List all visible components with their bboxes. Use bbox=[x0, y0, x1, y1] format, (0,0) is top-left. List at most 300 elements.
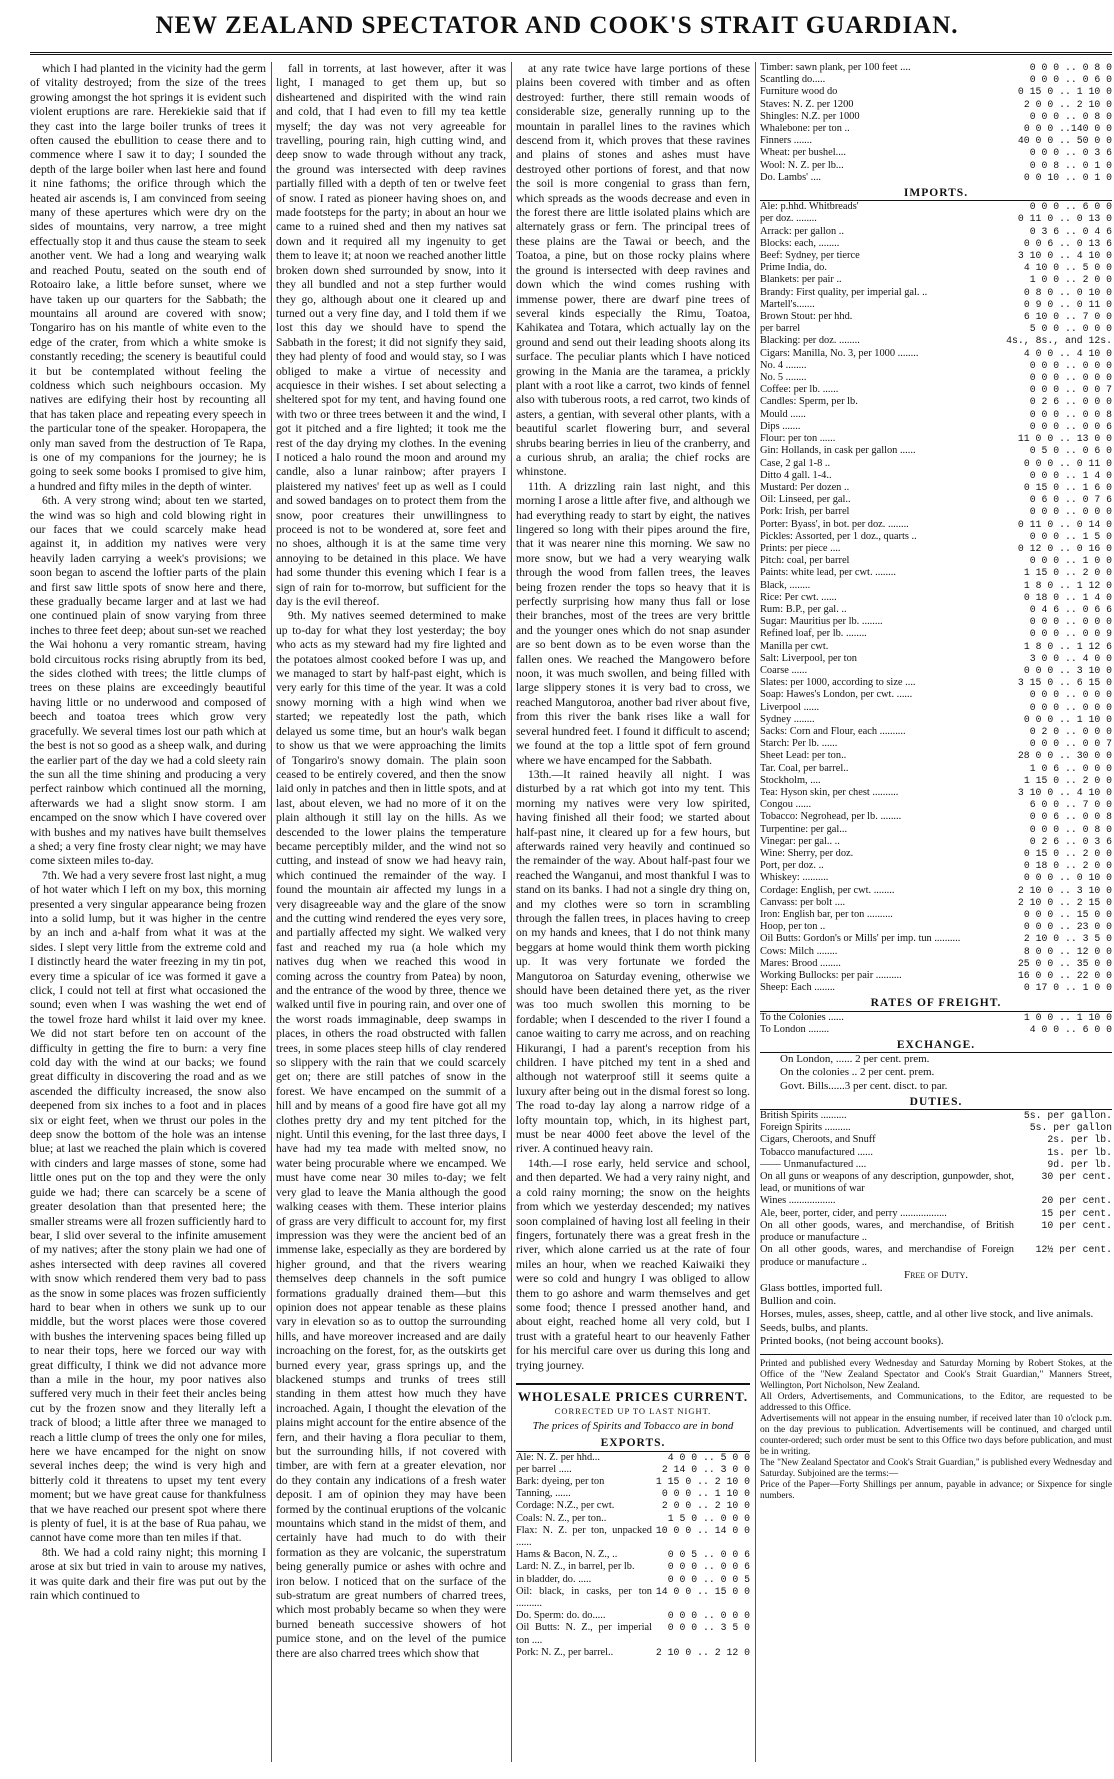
import-row bbox=[760, 628, 1112, 640]
imprint-line: Advertisements will not appear in the ensuing number, if received later than 10 o'clock p.m. on the day previous to publication. Advertisements will be continued, and charged until counter-ordered; such order must be sent to this Office two days before publication, and must be in writing. bbox=[760, 1413, 1112, 1457]
price-item: Scantling do..... bbox=[760, 74, 826, 86]
import-row bbox=[760, 921, 1112, 933]
export-row bbox=[516, 1476, 750, 1488]
price-item: Mustard: Per dozen .. bbox=[760, 481, 850, 493]
price-value: 0 2 6 .. 0 3 6 bbox=[1029, 835, 1112, 847]
paragraph: 13th.—It rained heavily all night. I was disturbed by a rat which got into my tent. This morning my natives were very low spirited, having finished all their food; we started about half-past nine, it cleared up for a few hours, but afterwards rained very heavily and continued so the remainder of the way. About half-past four we reached the Wanganui, and most thankful I was to stand on its banks. I had not a single dry thing on, and my clothes were so torn in scrambling through the fallen trees, in places having to creep on my hands and knees, that I do not think many beggars at home would think them worth picking up. It was very fortunate we forded the Mangutoroa on Saturday evening, otherwise we should have been detained there yet, as the river was too much swollen this morning to be fordable; when I descended to the river I found a canoe waiting to carry me across, and on reaching Hikurangi, I had a parent's reception from his children. I have pitched my tent in a shed and although not waterproof still it seems quite a luxury after being out in the dismal forest so long. The road to-day lay along a narrow ridge of a lofty mountain top, which, in its highest part, must be near 4000 feet above the level of the river. A continued heavy rain. bbox=[516, 767, 750, 1156]
price-value: 40 0 0 .. 50 0 0 bbox=[1017, 135, 1112, 147]
freight-table bbox=[760, 1012, 1112, 1036]
price-item: Pork: Irish, per barrel bbox=[760, 506, 850, 518]
export-row bbox=[516, 1500, 750, 1512]
price-value: 25 0 0 .. 35 0 0 bbox=[1017, 957, 1112, 969]
import-row bbox=[760, 677, 1112, 689]
price-item: Oil: black, in casks, per ton .......... bbox=[516, 1585, 652, 1610]
price-value: 0 0 10 .. 0 1 0 bbox=[1023, 171, 1112, 183]
paragraph: 14th.—I rose early, held service and school, and then departed. We had a very rainy night, and a cold rainy morning; the snow on the heights from which we yesterday descended; my natives soon complained of having lost all feeling in their fingers, fortunately there was a great fresh in the river, which alone carried us at the rate of four miles an hour, when we reached Kaiwaiki they were so cold and hungry I was obliged to allow them to go ashore and warm themselves and get some food; thence I pressed another hand, and about eight, reached home all very cold, but I trust with a grateful heart to our heavenly Father for his merciful care over us during this long and trying journey. bbox=[516, 1156, 750, 1372]
export-row bbox=[516, 1610, 750, 1622]
price-item: Congou ...... bbox=[760, 799, 812, 811]
free-item: Horses, mules, asses, sheep, cattle, and al other live stock, and live animals. bbox=[760, 1308, 1094, 1321]
price-value: 2 14 0 .. 3 0 0 bbox=[661, 1463, 750, 1475]
price-value: 0 17 0 .. 1 0 0 bbox=[1023, 982, 1112, 994]
export-row bbox=[760, 160, 1112, 172]
price-item: Wool: N. Z. per lb... bbox=[760, 159, 844, 171]
import-row bbox=[760, 335, 1112, 347]
imports-heading: IMPORTS. bbox=[760, 187, 1112, 201]
duty-row bbox=[760, 1110, 1112, 1122]
price-item: Oil Butts: N. Z., per imperial ton .... bbox=[516, 1622, 652, 1646]
price-value: 2 0 0 .. 2 10 0 bbox=[661, 1500, 750, 1512]
duties-heading: DUTIES. bbox=[760, 1096, 1112, 1110]
price-value: 1 5 0 .. 0 0 0 bbox=[667, 1512, 750, 1524]
price-item: No. 4 ........ bbox=[760, 359, 807, 371]
imprint-line: Printed and published every Wednesday and Saturday Morning by Robert Stokes, at the Office of the "New Zealand Spectator and Cook's Strait Guardian," Manners Street, Wellington, Port Nicholson, New Zealand. bbox=[760, 1358, 1112, 1391]
import-row bbox=[760, 872, 1112, 884]
price-item: Ale, beer, porter, cider, and perry .................. bbox=[760, 1207, 947, 1219]
price-value: 0 0 0 .. 0 0 0 bbox=[1029, 701, 1112, 713]
price-item: Sheet Lead: per ton.. bbox=[760, 750, 847, 762]
import-row bbox=[760, 689, 1112, 701]
price-item: —— Unmanufactured .... bbox=[760, 1158, 867, 1170]
export-row bbox=[516, 1647, 750, 1659]
price-item: Arrack: per gallon .. bbox=[760, 225, 844, 237]
price-item: Brandy: First quality, per imperial gal. .. bbox=[760, 286, 928, 298]
price-item: Oil Butts: Gordon's or Mills' per imp. tun .......... bbox=[760, 933, 961, 945]
price-value: 2 10 0 .. 2 15 0 bbox=[1017, 896, 1112, 908]
price-item: Flour: per ton ...... bbox=[760, 433, 836, 445]
import-row bbox=[760, 787, 1112, 799]
import-row bbox=[760, 653, 1112, 665]
price-value: 11 0 0 .. 13 0 0 bbox=[1017, 433, 1112, 445]
import-row bbox=[760, 665, 1112, 677]
price-item: Working Bullocks: per pair .......... bbox=[760, 970, 902, 982]
import-row bbox=[760, 848, 1112, 860]
export-row bbox=[516, 1549, 750, 1561]
import-row bbox=[760, 738, 1112, 750]
price-item: British Spirits .......... bbox=[760, 1110, 847, 1122]
price-value: 0 0 0 .. 0 0 0 bbox=[667, 1610, 750, 1622]
paragraph: 7th. We had a very severe frost last night, a mug of hot water which I left on my box, this morning presented a very singular appearance being frozen into a solid lump, but it was higher in the centre by an inch and a-half from what it was at the sides. I slept very little from the extreme cold and I distinctly heard the water freezing in my tin pot, every time a spicular of ice was formed it gave a click, I could not tell at first what occasioned the sound; even when I was washing the wet end of the towel froze hard whilst it laid over my knee. We did not start before ten on account of the difficulty in getting the fire to burn: a very fine cold day with the wind at our backs; we found great difficulty in discovering the road and as we ascended the difficulty increased, the snow also deepened from six inches to a foot and in places six or eight feet, when we thrust our poles in the deep snow the bottom of the hole was an intense blue; at last we reached the plain which is covered with cinders and large masses of stone, some had little ones put on the top and they were the only guide we had; there can scarcely be a scene of greater desolation than that presented here; the smaller streams were all frozen sufficiently hard to bear, I slid over several to the infinite amusement of my natives; after the stony plain we had one of ashes intersected with deep ravines all covered with snow which rendered them very bad to pass as the snow in some places was frozen sufficiently hard to bear when in others we sunk up to our middle, but the worst places were those covered with bushes the intervening spaces being filled up to near their tops, here we forced our way with great difficulty, I think we did not advance more than a mile in the hour, my poor natives also suffered very much in their feet their ancles being cut by the frozen snow and they literally left a track of blood; a little after three we managed to reach a little clump of trees the only one for miles, here we have encamped for the night on snow several inches deep; the wind is very high and bitterly cold it threatens to upset my tent every moment; but we have great cause for thankfulness that we have reached our present spot where there is plenty of fuel, it is at the base of Rua pahau, we cannot have come more than ten miles if that. bbox=[30, 868, 266, 1545]
import-row bbox=[760, 470, 1112, 482]
price-item: Rum: B.P., per gal. .. bbox=[760, 603, 847, 615]
import-row bbox=[760, 213, 1112, 225]
import-row bbox=[760, 226, 1112, 238]
price-value: 10 per cent. bbox=[1041, 1219, 1112, 1231]
price-item: Coals: N. Z., per ton.. bbox=[516, 1512, 607, 1524]
price-value: 0 0 0 .. 0 0 9 bbox=[1029, 628, 1112, 640]
price-item: Brown Stout: per hhd. bbox=[760, 311, 853, 323]
price-value: 4 0 0 .. 6 0 0 bbox=[1029, 1023, 1112, 1035]
price-value: 0 0 0 .. 3 10 0 bbox=[1023, 664, 1112, 676]
price-item: Foreign Spirits .......... bbox=[760, 1122, 851, 1134]
price-item: Porter: Byass', in bot. per doz. ........ bbox=[760, 518, 909, 530]
price-value: 0 0 0 .. 0 11 0 bbox=[1023, 457, 1112, 469]
export-row bbox=[516, 1513, 750, 1525]
article-column-1 bbox=[30, 62, 266, 1770]
price-value: 0 0 0 .. 6 0 0 bbox=[1029, 201, 1112, 213]
import-row bbox=[760, 763, 1112, 775]
price-item: Cordage: N.Z., per cwt. bbox=[516, 1500, 615, 1512]
price-value: 1 0 0 .. 2 0 0 bbox=[1029, 274, 1112, 286]
import-row bbox=[760, 799, 1112, 811]
price-item: Wine: Sherry, per doz. bbox=[760, 848, 854, 859]
import-row bbox=[760, 750, 1112, 762]
price-value: 4 10 0 .. 5 0 0 bbox=[1023, 262, 1112, 274]
price-item: Tobacco: Negrohead, per lb. ........ bbox=[760, 811, 902, 823]
price-value: 28 0 0 .. 30 0 0 bbox=[1017, 750, 1112, 762]
price-item: Furniture wood do bbox=[760, 86, 838, 98]
import-row bbox=[760, 714, 1112, 726]
import-row bbox=[760, 482, 1112, 494]
price-item: Tobacco manufactured ...... bbox=[760, 1146, 873, 1158]
price-value: 0 0 0 .. 1 4 0 bbox=[1029, 469, 1112, 481]
price-value: 0 0 0 .. 0 0 8 bbox=[1029, 408, 1112, 420]
price-item: Lard: N. Z., in barrel, per lb. bbox=[516, 1561, 635, 1573]
price-item: Cows: Milch ........ bbox=[760, 945, 838, 957]
price-value: 1 15 0 .. 2 0 0 bbox=[1023, 567, 1112, 579]
price-item: Coffee: per lb. ...... bbox=[760, 384, 839, 396]
price-item: Soap: Hawes's London, per cwt. ...... bbox=[760, 689, 913, 701]
import-row bbox=[760, 970, 1112, 982]
paragraph: 9th. My natives seemed determined to make up to-day for what they lost yesterday; the boy who acts as my steward had my fire lighted and the potatoes almost cooked before I was up, and we managed to start by half-past eight, which is very early for this time of the year. It was a cold snowy morning with a high wind when we started; we repeatedly lost the path, which delayed us some time, but an hour's walk began to show us that we were approaching the limits of Tongariro's snowy domain. The plain soon ceased to be entirely covered, and then the snow laid only in patches and then in little spots, and at last, about eleven, we had no more of it on the plain although it still lay on the hills. As we descended to the lower plains the temperature became perceptibly milder, and the wind not so cutting, and instead of snow we had heavy rain, which continued the remainder of the way. I found the mountain air affected my lungs in a very disagreeable way and the glare of the snow and the cutting wind rendered the eyes very sore, and partially affected my sight. We walked very fast and reached my rua (a hole which my natives dug when we reached this wood in coming across the country from Patea) by noon, and the entrance of the wood by three, thence we walked until five in pouring rain, and over one of the worst roads immaginable, deep swamps in places, in others the road obstructed with fallen trees, in some places steep hills of clay rendered so slippery with the rain that we could scarcely get on; there are still patches of snow in the forest. We have encamped on the summit of a hill and by means of a good fire have got all my clothes pretty dry and my tent pitched for the night. Until this evening, for the last three days, I have had my tea made with melted snow, no water being procurable where we encamped. We must have come near 30 miles to-day; we felt very glad to leave the Mania although the good walking ceases with them. These interior plains of grass are very difficult to account for, my first impression was they were the ancient bed of an immense lake, especially as they are bordered by higher ground, and that the rivers wearing themselves deep channels in the soft pumice formations gradually drained them—but this opinion does not appear tenable as these plains vary in elevation so as to outtop the surrounding hills, and have moreover increased and are daily incroaching on the forest, for, as the outskirts get burned every year, grass springs up, and the blackened stumps and trunks of trees still standing in them attest how much they have incroached. Again, I thought the elevation of the plains might account for the entire absence of the fern, and their having a flora peculiar to them, but the surrounding hills, if not covered with timber, are with fern at a greater elevation, nor do they contain any indications of a fresh water deposit. I am of opinion they may have been formed by the continual eruptions of the volcanic mountains which stand in the midst of them, and certainly have had much to do with their formation as they are volcanic, the superstratum being generally pumice or ashes with ochre and iron below. I noticed that on the surface of the sub-stratum are great numbers of charred trees, which most probably became so when they were burned beneath successive showers of hot pumice stone, and on the level of the pumice there are also charred trees which show that bbox=[276, 609, 506, 1660]
exchange-line: On London, ...... 2 per cent. prem. bbox=[780, 1053, 930, 1066]
price-value: 0 3 6 .. 0 4 6 bbox=[1029, 225, 1112, 237]
price-item: Beef: Sydney, per tierce bbox=[760, 250, 860, 262]
price-item: Do. Lambs' .... bbox=[760, 171, 822, 183]
import-row bbox=[760, 348, 1112, 360]
price-value: 0 0 0 .. 3 5 0 bbox=[667, 1622, 750, 1634]
price-value: 0 18 0 .. 1 4 0 bbox=[1023, 591, 1112, 603]
price-item: Port, per doz. .. bbox=[760, 860, 824, 872]
price-value: 10 0 0 .. 14 0 0 bbox=[655, 1524, 750, 1536]
duty-row bbox=[760, 1134, 1112, 1146]
paragraph: which I had planted in the vicinity had the germ of vitality destroyed; from the size of the trees growing amongst the hot springs it is evident such violent eruptions are rare. Herekiekie said that if they cast into the large boiler trunks of trees it often caused the ebullition to cease there and to commence where I saw it to day; I sounded the depth of the large boiler when last here and found it nine fathoms; the orifice through which the heated air ascends is, I am convinced from seeing many of these apertures which were dry on the sides of mountains, very narrow, a tree might effectually stop it and thus cause the steam to seek another vent. We had a long and wearying walk and reached Poutu, seated on the south end of Rotoairo lake, a little before sunset, where we have taken up our quarters for the Sabbath; the mountains all around are covered with snow; Tongariro has on his mantle of white even to the edge of the crater, from which a white smoke is constantly receding; the scenery is beautiful could it but be contemplated without feeling the coldness which such neighbours occasion. My natives are edifying their host by recounting all that has taken place and repeating every speech in the particular tone of the speaker. Horopapera, the only man saved from the destruction of Te Rapa, is one of my companions for the journey; he is going to seek some books I promised to give him, a hundred and fifty miles in the depth of winter. bbox=[30, 62, 266, 493]
duty-row bbox=[760, 1195, 1112, 1207]
price-item: Ale: N. Z. per hhd... bbox=[516, 1451, 600, 1463]
price-value: 0 0 5 .. 0 0 6 bbox=[667, 1549, 750, 1561]
price-value: 0 0 0 .. 0 0 0 bbox=[1029, 506, 1112, 518]
free-item: Glass bottles, imported full. bbox=[760, 1281, 883, 1294]
price-item: Ale: p.hhd. Whitbreads' bbox=[760, 201, 859, 213]
export-row bbox=[516, 1561, 750, 1573]
price-item: Oil: Linseed, per gal.. bbox=[760, 494, 851, 506]
price-item: Slates: per 1000, according to size .... bbox=[760, 677, 916, 689]
price-item: Blacking: per doz. ........ bbox=[760, 335, 860, 347]
price-item: per barrel bbox=[760, 323, 801, 335]
price-item: Tar. Coal, per barrel.. bbox=[760, 762, 849, 774]
price-item: Paints: white lead, per cwt. ........ bbox=[760, 567, 896, 579]
price-item: Tea: Hyson skin, per chest .......... bbox=[760, 786, 899, 798]
imprint-line: All Orders, Advertisements, and Communications, to the Editor, are requested to be addressed to this Office. bbox=[760, 1391, 1112, 1413]
price-item: Bark: dyeing, per ton bbox=[516, 1476, 605, 1487]
timber-table bbox=[760, 62, 1112, 184]
import-row bbox=[760, 543, 1112, 555]
prices-title: WHOLESALE PRICES CURRENT. bbox=[517, 1388, 749, 1404]
export-row bbox=[516, 1525, 750, 1549]
import-row bbox=[760, 458, 1112, 470]
freight-row bbox=[760, 1024, 1112, 1036]
price-item: Dips ....... bbox=[760, 420, 801, 432]
price-value: 0 0 6 .. 0 0 8 bbox=[1029, 811, 1112, 823]
masthead-rule bbox=[30, 52, 1112, 55]
free-item: Printed books, (not being account books). bbox=[760, 1334, 944, 1347]
import-row bbox=[760, 885, 1112, 897]
price-value: 0 0 0 .. 0 10 0 bbox=[1023, 872, 1112, 884]
imprint-line: Price of the Paper—Forty Shillings per annum, payable in advance; or Sixpence for single numbers. bbox=[760, 1479, 1112, 1501]
price-value: 5 0 0 .. 0 0 0 bbox=[1029, 323, 1112, 335]
free-item: Bullion and coin. bbox=[760, 1295, 837, 1308]
price-value: 2 10 0 .. 3 5 0 bbox=[1023, 933, 1112, 945]
import-row bbox=[760, 592, 1112, 604]
price-value: 0 0 0 .. 1 10 0 bbox=[1023, 713, 1112, 725]
import-row bbox=[760, 555, 1112, 567]
price-value: 3 15 0 .. 6 15 0 bbox=[1017, 677, 1112, 689]
import-row bbox=[760, 250, 1112, 262]
duty-row bbox=[760, 1244, 1112, 1268]
import-row bbox=[760, 616, 1112, 628]
price-item: Cigars: Manilla, No. 3, per 1000 ........ bbox=[760, 347, 919, 359]
import-row bbox=[760, 909, 1112, 921]
price-value: 0 0 0 .. 0 0 7 bbox=[1029, 384, 1112, 396]
duty-row bbox=[760, 1159, 1112, 1171]
price-value: 0 9 0 .. 0 11 0 bbox=[1023, 298, 1112, 310]
price-value: 14 0 0 .. 15 0 0 bbox=[655, 1585, 750, 1597]
price-value: 0 4 6 .. 0 6 6 bbox=[1029, 603, 1112, 615]
export-row bbox=[516, 1622, 750, 1646]
price-value: 0 6 0 .. 0 7 6 bbox=[1029, 494, 1112, 506]
export-row bbox=[516, 1452, 750, 1464]
column-divider bbox=[271, 62, 272, 1762]
price-item: Martell's....... bbox=[760, 298, 815, 310]
duty-row bbox=[760, 1147, 1112, 1159]
price-item: Canvass: per bolt .... bbox=[760, 896, 846, 908]
price-item: Sugar: Mauritius per lb. ........ bbox=[760, 616, 883, 628]
exports-table bbox=[516, 1452, 750, 1659]
price-value: 5s. per gallon bbox=[1029, 1122, 1112, 1134]
paragraph: at any rate twice have large portions of these plains been covered with timber and as often destroyed: further, there still remain woods of considerable size, generally running up to the mountain in parallel lines to the ravines which descend from it, which proves that these ravines and plains of stones and ashes must have destroyed other portions of forest, and that now the soil is more congenial to grass than fern, which spreads as the woods decrease and even in the forest there are little isolated plains which are alternately grass or fern. The principal trees of these plains are the Tawai or beech, and the Toatoa, a pine, but on those rocky plains where the ground is intersected with deep ravines and down which the wind comes rushing with immense power, there are dwarf pine trees of several kinds especially the Rimu, Toatoa, Kahikatea and Totara, which actually lay on the ground and send out their leading shoots along its surface. The peculiar plants which I have noticed growing in the Mania are the taramea, a prickly plant with a root like a carrot, two kinds of fennel also with tuberous roots, a red carrot, two kinds of asters, a gentian, with several other plants, with a beautiful scarlet flowering burr, and several shrubs bearing berries in lieu of the cranberry, and a curious shrub, an aralia; the chief rocks are whinstone. bbox=[516, 62, 750, 479]
price-item: Hams & Bacon, N. Z., .. bbox=[516, 1549, 618, 1561]
export-row bbox=[760, 111, 1112, 123]
import-row bbox=[760, 860, 1112, 872]
price-item: Prime India, do. bbox=[760, 262, 827, 274]
import-row bbox=[760, 494, 1112, 506]
price-value: 16 0 0 .. 22 0 0 bbox=[1017, 970, 1112, 982]
price-value: 0 2 6 .. 0 0 0 bbox=[1029, 396, 1112, 408]
import-row bbox=[760, 811, 1112, 823]
freight-row bbox=[760, 1012, 1112, 1024]
price-value: 6 0 0 .. 7 0 0 bbox=[1029, 799, 1112, 811]
price-value: 0 0 0 .. 0 0 6 bbox=[1029, 420, 1112, 432]
exchange-list bbox=[760, 1053, 1112, 1093]
price-value: 2 0 0 .. 2 10 0 bbox=[1023, 98, 1112, 110]
price-value: 0 0 0 .. 23 0 0 bbox=[1023, 921, 1112, 933]
export-row bbox=[760, 99, 1112, 111]
price-value: 30 per cent. bbox=[1041, 1171, 1112, 1183]
price-item: Pitch: coal, per barrel bbox=[760, 555, 850, 567]
price-value: 2 10 0 .. 2 12 0 bbox=[655, 1646, 750, 1658]
price-value: 2 10 0 .. 3 10 0 bbox=[1017, 884, 1112, 896]
price-value: 0 2 0 .. 0 0 0 bbox=[1029, 725, 1112, 737]
exports-heading: EXPORTS. bbox=[516, 1436, 750, 1451]
price-value: 0 18 0 .. 2 0 0 bbox=[1023, 860, 1112, 872]
price-value: 3 0 0 .. 4 0 0 bbox=[1029, 652, 1112, 664]
article-column-3 bbox=[516, 62, 750, 1770]
price-item: per doz. ........ bbox=[760, 213, 817, 225]
price-item: Black, ........ bbox=[760, 579, 811, 591]
price-item: Pickles: Assorted, per 1 doz., quarts .. bbox=[760, 530, 917, 542]
price-item: Ditto 4 gall. 1-4.. bbox=[760, 469, 832, 481]
import-row bbox=[760, 506, 1112, 518]
price-item: No. 5 ........ bbox=[760, 372, 807, 384]
price-value: 4 0 0 .. 4 10 0 bbox=[1023, 347, 1112, 359]
import-row bbox=[760, 433, 1112, 445]
price-item: Tanning, ...... bbox=[516, 1488, 571, 1500]
price-value: 0 0 0 .. 0 0 0 bbox=[1029, 372, 1112, 384]
export-row bbox=[760, 147, 1112, 159]
price-item: Salt: Liverpool, per ton bbox=[760, 652, 857, 664]
price-value: 0 0 0 .. 0 8 0 bbox=[1029, 110, 1112, 122]
import-row bbox=[760, 360, 1112, 372]
price-item: Sacks: Corn and Flour, each .......... bbox=[760, 725, 906, 737]
price-item: Blankets: per pair .. bbox=[760, 274, 842, 286]
import-row bbox=[760, 311, 1112, 323]
import-row bbox=[760, 409, 1112, 421]
duty-row bbox=[760, 1122, 1112, 1134]
price-item: Do. Sperm: do. do..... bbox=[516, 1610, 606, 1622]
price-item: Stockholm, .... bbox=[760, 774, 821, 786]
price-value: 0 15 0 .. 1 10 0 bbox=[1017, 86, 1112, 98]
price-item: On all other goods, wares, and merchandise, of British produce or manufacture .. bbox=[760, 1219, 1014, 1244]
import-row bbox=[760, 384, 1112, 396]
price-value: 0 0 0 .. 1 10 0 bbox=[661, 1488, 750, 1500]
prices-note: The prices of Spirits and Tobacco are in bond bbox=[532, 1419, 734, 1432]
exchange-heading: EXCHANGE. bbox=[760, 1039, 1112, 1053]
paragraph: 6th. A very strong wind; about ten we started, the wind was so high and cold blowing right in our faces that we could scarcely make head against it, in addition my natives were very heavily laden carrying a week's provisions; we soon began to ascend the loftier parts of the plain and first saw little spots of snow here and there, these gradually became larger and at last we had one continued plain of snow varying from three inches to three feet deep; about sun-set we reached the Wai hohonu a very romantic stream, having bold circuitous rocks rising abruptly from its bed, the sides clothed with trees; the little clumps of trees on these plains are exceedingly beautiful having little or no underwood and composed of beech and toatoa trees which grow very gracefully. We several times lost our path which at the best is not so good as a sheep walk, and during the earlier part of the day we had a cold sleety rain the sun all the time shining and producing a very perfect rainbow which continued all the morning, afterwards we had a slight snow storm. I am encamped on the snow which I have covered over with bushes and my natives have built themselves a shed; a very fine frosty clear night; we may have come sixteen miles to-day. bbox=[30, 494, 266, 868]
export-row bbox=[760, 123, 1112, 135]
import-row bbox=[760, 897, 1112, 909]
price-value: 0 0 0 ..140 0 0 bbox=[1023, 123, 1112, 135]
prices-subtitle: CORRECTED UP TO LAST NIGHT. bbox=[554, 1406, 712, 1417]
price-item: Case, 2 gal 1-8 .. bbox=[760, 457, 831, 469]
price-value: 1 15 0 .. 2 10 0 bbox=[655, 1476, 750, 1487]
prices-column bbox=[760, 62, 1112, 1770]
price-item: Staves: N. Z. per 1200 bbox=[760, 98, 854, 110]
price-item: Wheat: per bushel.... bbox=[760, 147, 846, 159]
price-value: 9d. per lb. bbox=[1047, 1158, 1112, 1170]
import-row bbox=[760, 836, 1112, 848]
price-item: Prints: per piece .... bbox=[760, 542, 841, 554]
imprint-line: The "New Zealand Spectator and Cook's Strait Guardian," is published every Wednesday and Saturday. Subjoined are the terms:— bbox=[760, 1457, 1112, 1479]
price-value: 3 10 0 .. 4 10 0 bbox=[1017, 786, 1112, 798]
import-row bbox=[760, 372, 1112, 384]
price-item: Timber: sawn plank, per 100 feet .... bbox=[760, 62, 911, 73]
price-value: 1 15 0 .. 2 0 0 bbox=[1023, 774, 1112, 786]
price-value: 0 0 6 .. 0 13 6 bbox=[1023, 237, 1112, 249]
price-item: To the Colonies ...... bbox=[760, 1011, 844, 1023]
price-value: 0 0 0 .. 0 0 0 bbox=[1029, 689, 1112, 701]
column-divider bbox=[755, 62, 756, 1762]
import-row bbox=[760, 238, 1112, 250]
price-item: Finners ....... bbox=[760, 135, 812, 147]
price-value: 1 0 6 .. 0 0 0 bbox=[1029, 762, 1112, 774]
import-row bbox=[760, 604, 1112, 616]
duty-row bbox=[760, 1220, 1112, 1244]
export-row bbox=[516, 1574, 750, 1586]
import-row bbox=[760, 396, 1112, 408]
column-divider bbox=[511, 62, 512, 1762]
price-item: Cordage: English, per cwt. ........ bbox=[760, 884, 895, 896]
price-item: Refined loaf, per lb. ........ bbox=[760, 628, 867, 640]
price-value: 0 0 0 .. 0 0 6 bbox=[667, 1561, 750, 1573]
price-item: To London ........ bbox=[760, 1023, 830, 1035]
price-item: Liverpool ...... bbox=[760, 701, 820, 713]
price-value: 0 0 0 .. 0 6 0 bbox=[1029, 74, 1112, 86]
export-row bbox=[760, 172, 1112, 184]
import-row bbox=[760, 702, 1112, 714]
masthead-title: NEW ZEALAND SPECTATOR AND COOK'S STRAIT GUARDIAN. bbox=[155, 12, 959, 39]
free-item: Seeds, bulbs, and plants. bbox=[760, 1321, 869, 1334]
import-row bbox=[760, 958, 1112, 970]
import-row bbox=[760, 274, 1112, 286]
price-item: in bladder, do. ..... bbox=[516, 1573, 592, 1585]
price-item: Shingles: N.Z. per 1000 bbox=[760, 110, 860, 122]
price-value: 0 0 0 .. 0 8 0 bbox=[1029, 823, 1112, 835]
price-value: 0 11 0 .. 0 13 0 bbox=[1017, 213, 1112, 225]
imprint bbox=[760, 1354, 1112, 1502]
import-row bbox=[760, 775, 1112, 787]
price-value: 8 0 0 .. 12 0 0 bbox=[1023, 945, 1112, 957]
import-row bbox=[760, 726, 1112, 738]
price-item: Wines .................. bbox=[760, 1195, 836, 1207]
import-row bbox=[760, 641, 1112, 653]
price-value: 1 8 0 .. 1 12 6 bbox=[1023, 640, 1112, 652]
import-row bbox=[760, 445, 1112, 457]
import-row bbox=[760, 262, 1112, 274]
export-row bbox=[760, 135, 1112, 147]
article-column-2 bbox=[276, 62, 506, 1770]
freight-heading: RATES OF FREIGHT. bbox=[760, 997, 1112, 1011]
price-value: 4s., 8s., and 12s. bbox=[1006, 335, 1112, 347]
paragraph: fall in torrents, at last however, after it was light, I managed to get them up, but so disheartened and dispirited with the wind rain and cold, that I had even to fill my tea kettle myself; the day was not very agreeable for travelling, pouring rain, high cutting wind, and deep snow to wade through without any track, the ground was intersected with deep ravines partially filled with a depth of ten or twelve feet of snow. I rated as pioneer having shoes on, and made footsteps for the party; in about an hour we came to a ruined shed and then my natives sat down and it required all my ingenuity to get them to leave it; at noon we reached another little broken down shed surrounded by snow, into it they all bundled and not a step further would they go, although about one it cleared up and turned out a very fine day, and I told them if we lost this day we should have to spend the Sabbath in the forest; it did not signify they said, they had plenty of food and would stay, so I was obliged to make a virtue of necessity and acquiesce in their wishes. I set about selecting a sheltered spot for my tent, and having found one with two or three trees between it and the wind, I got it pitched and a fire lighted; it took me the rest of the day drying my clothes. In the evening I noticed a halo round the moon and around my candle, also a lunar rainbow; after prayers I plaistered my natives' feet up as well as I could and sowed bandages on to protect them from the snow, poor creatures their unwillingness to proceed is not to be wondered at, sore feet and no shoes, although it is at the same time very annoying to be detained in this place. We have had some thunder this evening which I fear is a sign of rain for to-morrow, but sufficient for the day is the evil thereof. bbox=[276, 62, 506, 609]
import-row bbox=[760, 580, 1112, 592]
export-row bbox=[516, 1586, 750, 1610]
price-value: 0 0 0 .. 15 0 0 bbox=[1023, 909, 1112, 921]
paragraph: 8th. We had a cold rainy night; this morning I arose at six but tried in vain to arouse my natives, it was quite dark and their fire was put out by the rain which continued to bbox=[30, 1545, 266, 1603]
import-row bbox=[760, 519, 1112, 531]
import-row bbox=[760, 531, 1112, 543]
import-row bbox=[760, 421, 1112, 433]
price-item: Whiskey: .......... bbox=[760, 872, 829, 884]
export-row bbox=[760, 62, 1112, 74]
import-row bbox=[760, 946, 1112, 958]
price-item: Gin: Hollands, in cask per gallon ...... bbox=[760, 445, 916, 457]
price-value: 0 0 0 .. 1 5 0 bbox=[1029, 530, 1112, 542]
price-item: On all other goods, wares, and merchandise of Foreign produce or manufacture .. bbox=[760, 1244, 1014, 1268]
price-item: Pork: N. Z., per barrel.. bbox=[516, 1646, 614, 1658]
export-row bbox=[516, 1464, 750, 1476]
import-row bbox=[760, 323, 1112, 335]
price-value: 1 0 0 .. 1 10 0 bbox=[1023, 1011, 1112, 1023]
export-row bbox=[760, 74, 1112, 86]
price-value: 5s. per gallon. bbox=[1023, 1110, 1112, 1122]
price-value: 2s. per lb. bbox=[1047, 1134, 1112, 1146]
price-item: Candles: Sperm, per lb. bbox=[760, 396, 858, 408]
import-row bbox=[760, 933, 1112, 945]
export-row bbox=[760, 86, 1112, 98]
price-item: per barrel ..... bbox=[516, 1463, 572, 1475]
price-item: Mould ...... bbox=[760, 408, 806, 420]
price-value: 1s. per lb. bbox=[1047, 1146, 1112, 1158]
price-item: Rice: Per cwt. ...... bbox=[760, 591, 837, 603]
